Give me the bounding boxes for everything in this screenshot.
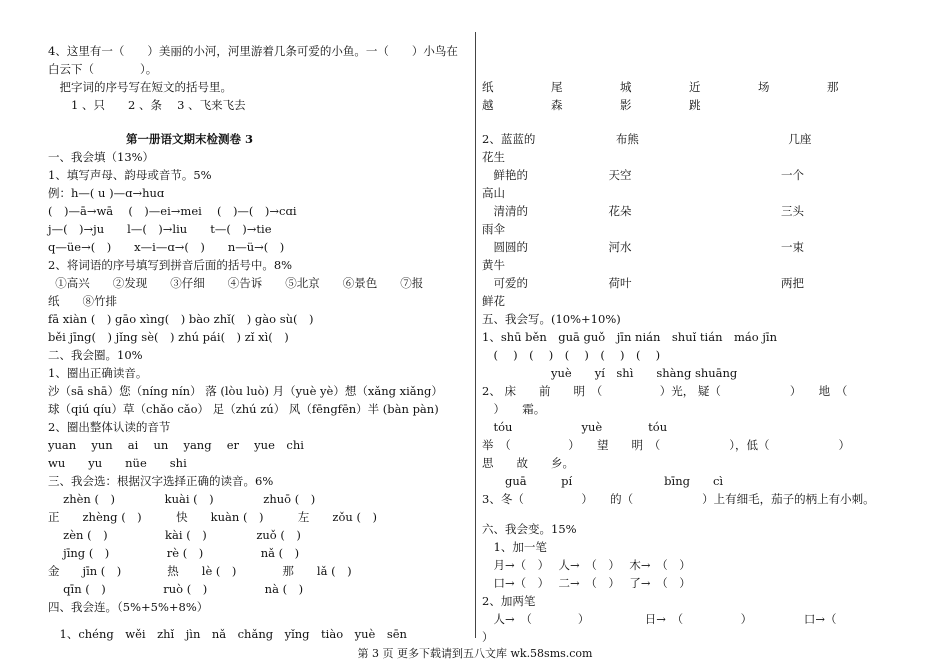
right-line: 纸 尾 城 近 场 那 bbox=[482, 80, 839, 94]
left-line: 金 jīn ( ) 热 lè ( ) 那 lǎ ( ) bbox=[48, 564, 352, 578]
right-line: ( ) ( ) ( ) ( ) ( ) bbox=[482, 348, 661, 362]
right-line: 六、我会变。15% bbox=[482, 522, 577, 536]
right-line: ） 霜。 bbox=[482, 402, 546, 416]
left-line: zhèn ( ) kuài ( ) zhuō ( ) bbox=[48, 492, 316, 506]
left-line: 例：h—( u )—ɑ→huɑ bbox=[48, 186, 165, 200]
right-line: 鲜花 bbox=[482, 294, 505, 308]
left-line: běi jīng( ) jǐng sè( ) zhú pái( ) zǐ xì( ) bbox=[48, 330, 289, 344]
right-line: 3、冬（ ） 的（ ）上有细毛，茄子的柄上有小刺。 bbox=[482, 492, 875, 506]
left-line: ( )—ā→wā ( )—ei→mei ( )—( )→cɑi bbox=[48, 204, 297, 218]
left-line: fā xiàn ( ) gāo xìng( ) bào zhǐ( ) gào sù( ) bbox=[48, 312, 314, 326]
left-line: 2、将词语的序号填写到拼音后面的括号中。8% bbox=[48, 258, 293, 272]
left-line: 4、这里有一（ ）美丽的小河，河里游着几条可爱的小鱼。一（ ）小鸟在 bbox=[48, 44, 458, 58]
right-line: 举 （ ） 望 明 （ ），低（ ） bbox=[482, 438, 850, 452]
left-line: q—üe→( ) x—i—ɑ→( ) n—ü→( ) bbox=[48, 240, 285, 254]
column-divider bbox=[475, 32, 476, 638]
right-line: 2、加两笔 bbox=[482, 594, 536, 608]
right-line: yuè yí shì shàng shuāng bbox=[482, 366, 738, 380]
left-line: 把字词的序号写在短文的括号里。 bbox=[48, 80, 232, 94]
left-line: j—( )→ju l—( )→liu t—( )→tie bbox=[48, 222, 272, 236]
right-line: guā pí bīng cì bbox=[482, 474, 724, 488]
right-line: 圆圆的 河水 一束 bbox=[482, 240, 804, 254]
right-line: 越 森 影 跳 bbox=[482, 98, 701, 112]
exam-title: 第一册语文期末检测卷 3 bbox=[126, 132, 254, 146]
left-line: jīng ( ) rè ( ) nǎ ( ) bbox=[48, 546, 300, 560]
right-line: 口→（ ） 二→ （ ） 了→ （ ） bbox=[482, 576, 691, 590]
right-line: 思 故 乡。 bbox=[482, 456, 574, 470]
right-line: 鲜艳的 天空 一个 bbox=[482, 168, 804, 182]
left-line: zèn ( ) kài ( ) zuǒ ( ) bbox=[48, 528, 301, 542]
left-line: qīn ( ) ruò ( ) nà ( ) bbox=[48, 582, 304, 596]
left-line: wu yu nüe shi bbox=[48, 456, 187, 470]
left-line: 正 zhèng ( ) 快 kuàn ( ) 左 zǒu ( ) bbox=[48, 510, 377, 524]
right-line: 1、shū běn guā guǒ jīn nián shuǐ tián máo jīn bbox=[482, 330, 777, 344]
right-line: ） bbox=[482, 630, 494, 644]
left-line: 三、我会选：根据汉字选择正确的读音。6% bbox=[48, 474, 274, 488]
right-line: 1、加一笔 bbox=[482, 540, 547, 554]
right-line: 高山 bbox=[482, 186, 505, 200]
left-line: 四、我会连。（5%+5%+8%） bbox=[48, 600, 209, 614]
left-line: 1 、只 2 、条 3 、飞来飞去 bbox=[48, 98, 246, 112]
left-line: 1、圈出正确读音。 bbox=[48, 366, 148, 380]
left-line: 1、填写声母、韵母或音节。5% bbox=[48, 168, 212, 182]
right-line: 清清的 花朵 三头 bbox=[482, 204, 804, 218]
left-line: ①高兴 ②发现 ③仔细 ④告诉 ⑤北京 ⑥景色 ⑦报 bbox=[48, 276, 424, 290]
left-line: 2、圈出整体认读的音节 bbox=[48, 420, 171, 434]
right-line: 黄牛 bbox=[482, 258, 505, 272]
left-line: 1、chéng wěi zhǐ jìn nǎ chǎng yǐng tiào yuè sēn bbox=[48, 627, 407, 641]
page-footer: 第 3 页 更多下载请到五八文库 wk.58sms.com bbox=[357, 647, 593, 660]
right-line: 可爱的 荷叶 两把 bbox=[482, 276, 804, 290]
right-line: tóu yuè tóu bbox=[482, 420, 668, 434]
left-line: 球（qiú qíu）草（chǎo cǎo） 足（zhú zú） 风（fēngfēn）半 (bàn pàn) bbox=[48, 402, 439, 416]
right-line: 2、蓝蓝的 布熊 几座 bbox=[482, 132, 812, 146]
left-line: 沙（sā shā）您（níng nín） 落 (lòu luò) 月（yuè yè）想（xǎng xiǎng） bbox=[48, 384, 443, 398]
right-line: 人→ （ ） 日→ （ ） 口→（ bbox=[482, 612, 837, 626]
right-line: 2、 床 前 明 （ ）光， 疑（ ） 地 （ bbox=[482, 384, 848, 398]
right-line: 月→（ ） 人→ （ ） 木→ （ ） bbox=[482, 558, 691, 572]
left-line: 二、我会圈。10% bbox=[48, 348, 143, 362]
left-line: yuan yun ai un yang er yue chi bbox=[48, 438, 304, 452]
right-line: 雨伞 bbox=[482, 222, 505, 236]
left-line: 白云下（ ）。 bbox=[48, 62, 158, 76]
left-line: 一、我会填（13%） bbox=[48, 150, 155, 164]
left-line: 纸 ⑧竹排 bbox=[48, 294, 117, 308]
right-line: 花生 bbox=[482, 150, 505, 164]
right-line: 五、我会写。(10%+10%) bbox=[482, 312, 621, 326]
